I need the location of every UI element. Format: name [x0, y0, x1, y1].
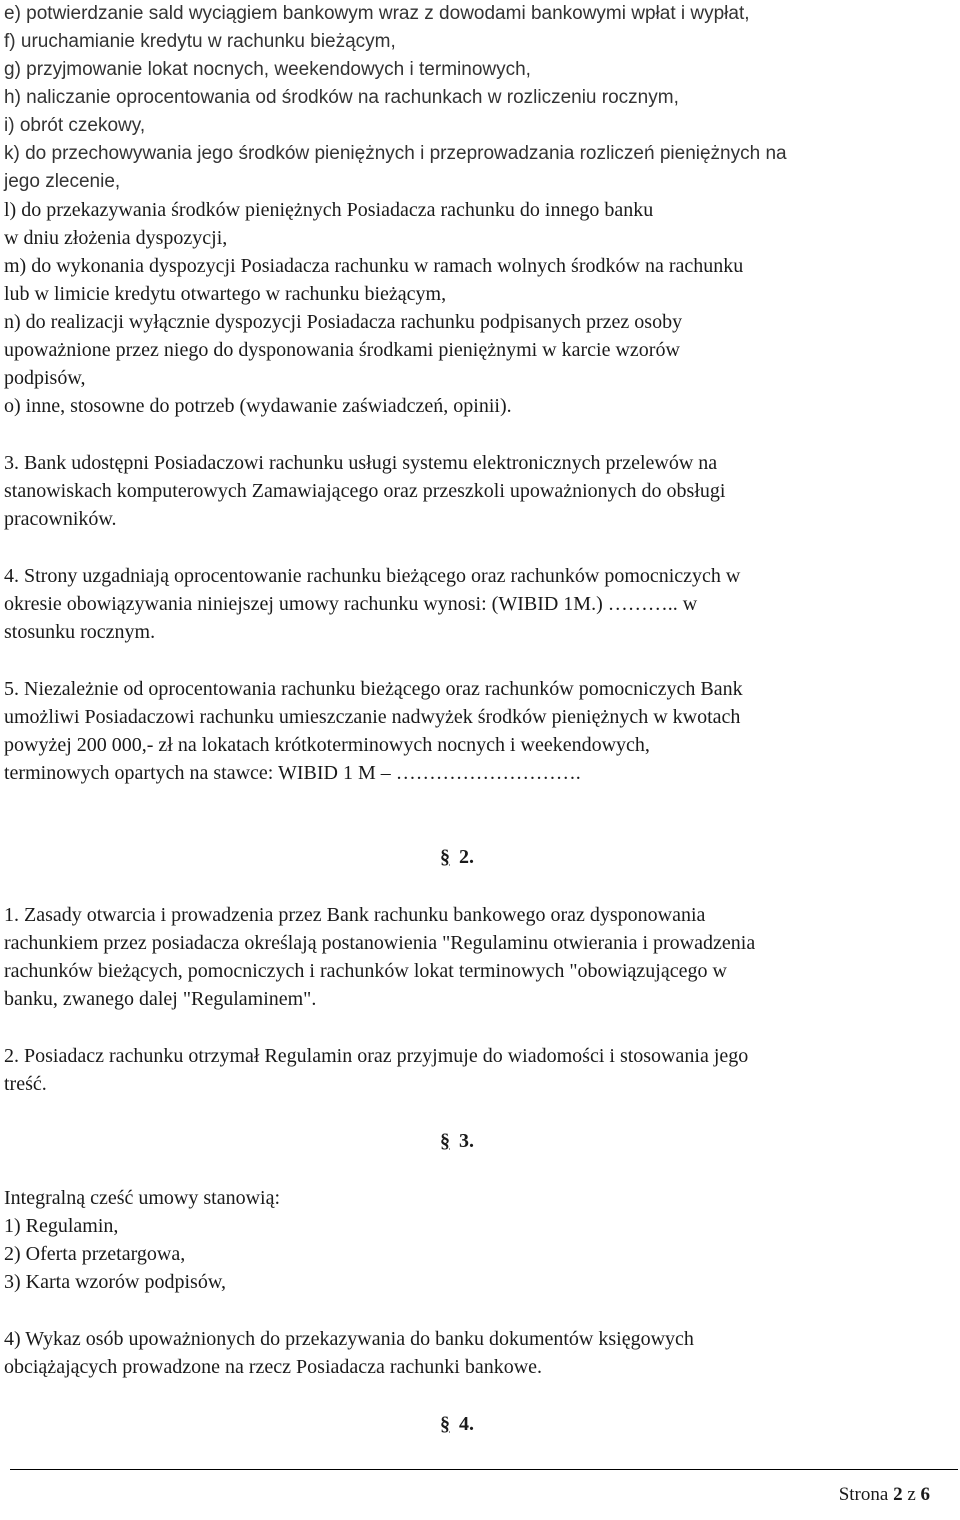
- service-list-sans: [4, 0, 954, 196]
- section-heading-3: [440, 1130, 474, 1153]
- page-number: [839, 1484, 930, 1506]
- list-item: upoważnione przez niego do dysponowania środkami pieniężnymi w karcie wzorów: [4, 339, 680, 361]
- list-item: jego zlecenie,: [4, 171, 121, 192]
- paragraph-line: okresie obowiązywania niniejszej umowy rachunku wynosi: (WIBID 1M.) ……….. w: [4, 593, 698, 615]
- paragraph-line: treść.: [4, 1073, 47, 1095]
- paragraph-line: rachunkiem przez posiadacza określają postanowienia "Regulaminu otwierania i prowadzenia: [4, 932, 756, 954]
- section-heading-2: [440, 846, 474, 869]
- paragraph-line: banku, zwanego dalej "Regulaminem".: [4, 988, 317, 1010]
- page-label: Strona: [838, 1484, 889, 1505]
- section-3-item-4: [4, 1325, 954, 1381]
- section-heading-4: [440, 1413, 474, 1436]
- list-item: w dniu złożenia dyspozycji,: [4, 227, 228, 249]
- paragraph-line: stosunku rocznym.: [4, 621, 156, 643]
- footer-divider: [10, 1469, 958, 1470]
- service-list-serif: [4, 196, 954, 420]
- list-item: 4) Wykaz osób upoważnionych do przekazywania do banku dokumentów księgowych: [4, 1328, 694, 1350]
- paragraph-line: terminowych opartych na stawce: WIBID 1 M – ……………………….: [4, 762, 581, 784]
- paragraph-line: 4. Strony uzgadniają oprocentowanie rachunku bieżącego oraz rachunków pomocniczych w: [4, 565, 741, 587]
- list-item: f) uruchamianie kredytu w rachunku bieżącym,: [4, 31, 396, 52]
- list-item: lub w limicie kredytu otwartego w rachunku bieżącym,: [4, 283, 447, 305]
- section-number: 4.: [459, 1413, 474, 1435]
- list-item: i) obrót czekowy,: [4, 115, 146, 136]
- list-item: 2) Oferta przetargowa,: [4, 1243, 186, 1265]
- paragraph-line: 2. Posiadacz rachunku otrzymał Regulamin oraz przyjmuje do wiadomości i stosowania jego: [4, 1045, 749, 1067]
- paragraph-line: pracowników.: [4, 508, 117, 530]
- paragraph-line: 5. Niezależnie od oprocentowania rachunku bieżącego oraz rachunków pomocniczych Bank: [4, 678, 743, 700]
- section-2-paragraph-1: [4, 901, 954, 1013]
- paragraph-5: [4, 675, 954, 787]
- list-item: o) inne, stosowne do potrzeb (wydawanie zaświadczeń, opinii).: [4, 395, 512, 417]
- section-number: 3.: [459, 1130, 474, 1152]
- total-pages: 6: [920, 1484, 930, 1505]
- list-item: h) naliczanie oprocentowania od środków na rachunkach w rozliczeniu rocznym,: [4, 87, 679, 108]
- section-2-paragraph-2: [4, 1042, 954, 1098]
- list-item: podpisów,: [4, 367, 86, 389]
- section-number: 2.: [459, 846, 474, 868]
- list-item: 3) Karta wzorów podpisów,: [4, 1271, 226, 1293]
- section-3-list: [4, 1184, 954, 1296]
- paragraph-line: powyżej 200 000,- zł na lokatach krótkoterminowych nocnych i weekendowych,: [4, 734, 650, 756]
- list-item: 1) Regulamin,: [4, 1215, 119, 1237]
- paragraph-line: umożliwi Posiadaczowi rachunku umieszczanie nadwyżek środków pieniężnych w kwotach: [4, 706, 741, 728]
- paragraph-line: rachunków bieżących, pomocniczych i rachunków lokat terminowych "obowiązującego w: [4, 960, 727, 982]
- paragraph-3: [4, 449, 954, 533]
- list-item: obciążających prowadzone na rzecz Posiadacza rachunki bankowe.: [4, 1356, 543, 1378]
- list-item: m) do wykonania dyspozycji Posiadacza rachunku w ramach wolnych środków na rachunku: [4, 255, 744, 277]
- section-intro: Integralną cześć umowy stanowią:: [4, 1187, 281, 1209]
- paragraph-line: 1. Zasady otwarcia i prowadzenia przez Bank rachunku bankowego oraz dysponowania: [4, 904, 706, 926]
- list-item: l) do przekazywania środków pieniężnych Posiadacza rachunku do innego banku: [4, 199, 654, 221]
- paragraph-line: stanowiskach komputerowych Zamawiającego oraz przeszkoli upoważnionych do obsługi: [4, 480, 726, 502]
- section-sign: §: [440, 846, 450, 868]
- section-sign: §: [440, 1130, 450, 1152]
- list-item: k) do przechowywania jego środków pieniężnych i przeprowadzania rozliczeń pieniężnych na: [4, 143, 787, 164]
- list-item: g) przyjmowanie lokat nocnych, weekendowych i terminowych,: [4, 59, 531, 80]
- paragraph-line: 3. Bank udostępni Posiadaczowi rachunku usługi systemu elektronicznych przelewów na: [4, 452, 718, 474]
- list-item: e) potwierdzanie sald wyciągiem bankowym wraz z dowodami bankowymi wpłat i wypłat,: [4, 3, 750, 24]
- current-page: 2: [893, 1484, 903, 1505]
- list-item: n) do realizacji wyłącznie dyspozycji Posiadacza rachunku podpisanych przez osoby: [4, 311, 683, 333]
- paragraph-4: [4, 562, 954, 646]
- page-separator: z: [907, 1484, 916, 1505]
- section-sign: §: [440, 1413, 450, 1435]
